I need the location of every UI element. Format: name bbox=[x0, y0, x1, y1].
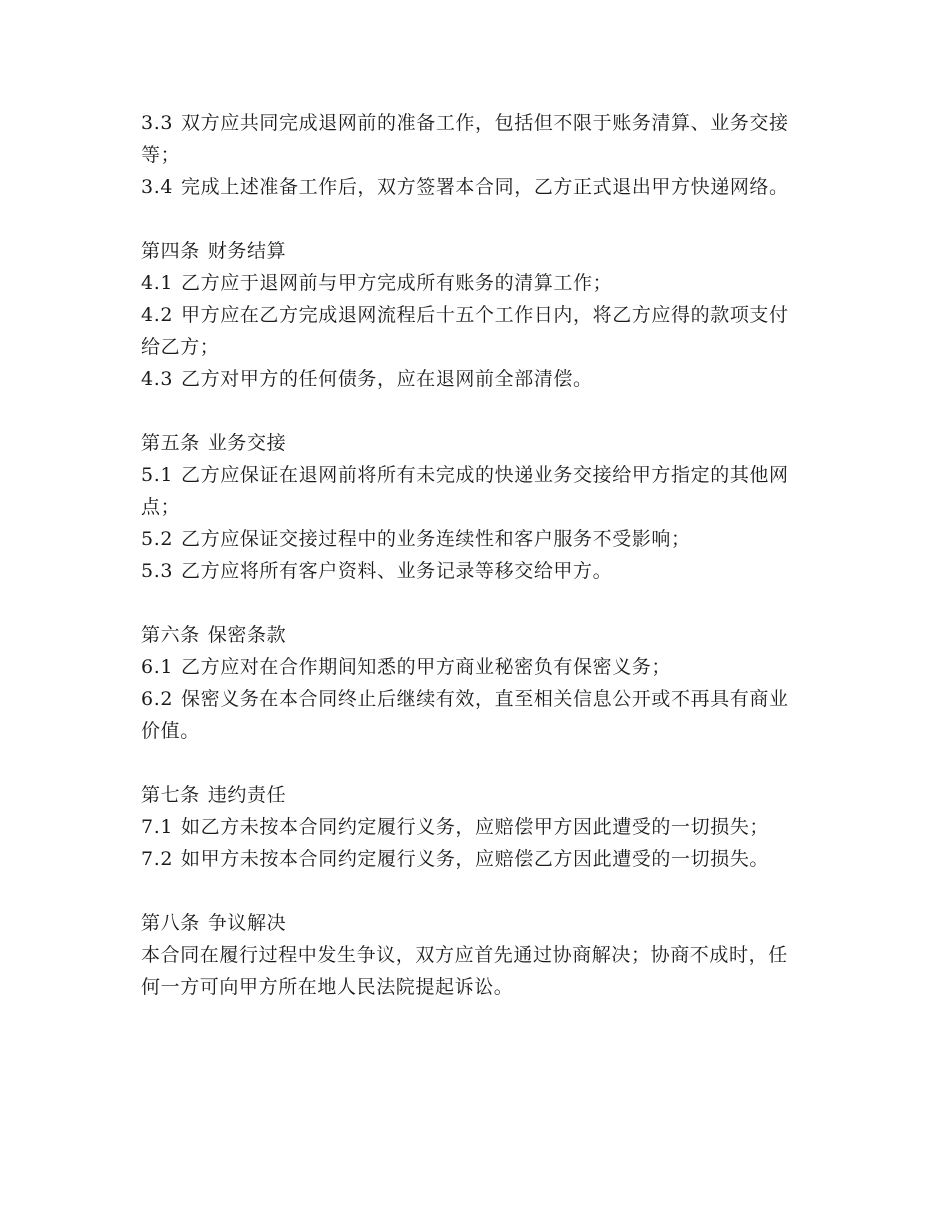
clause-4-1 bbox=[141, 267, 801, 299]
article-number: 第四条 bbox=[141, 240, 200, 262]
clause-number: 3.4 bbox=[141, 176, 174, 198]
article-number: 第五条 bbox=[141, 432, 200, 454]
clause-7-2 bbox=[141, 843, 801, 875]
clause-4-3 bbox=[141, 363, 801, 395]
clause-text: 双方应共同完成退网前的准备工作，包括但不限于账务清算、业务交接等； bbox=[141, 112, 789, 166]
section-article-3-continued bbox=[141, 107, 801, 203]
clause-text: 乙方应于退网前与甲方完成所有账务的清算工作； bbox=[181, 272, 613, 294]
section-article-4 bbox=[141, 235, 801, 395]
article-number: 第七条 bbox=[141, 784, 200, 806]
article-title: 财务结算 bbox=[207, 240, 287, 262]
section-article-7 bbox=[141, 779, 801, 875]
section-article-6 bbox=[141, 619, 801, 747]
clause-number: 5.1 bbox=[141, 464, 174, 486]
clause-3-3 bbox=[141, 107, 801, 171]
article-heading bbox=[141, 427, 801, 459]
article-title: 保密条款 bbox=[207, 624, 287, 646]
clause-text: 如甲方未按本合同约定履行义务，应赔偿乙方因此遭受的一切损失。 bbox=[181, 848, 770, 870]
clause-text: 乙方应保证在退网前将所有未完成的快递业务交接给甲方指定的其他网点； bbox=[141, 464, 789, 518]
article-number: 第八条 bbox=[141, 912, 200, 934]
clause-text: 甲方应在乙方完成退网流程后十五个工作日内，将乙方应得的款项支付给乙方； bbox=[141, 304, 789, 358]
contract-body bbox=[141, 107, 801, 1003]
clause-number: 6.2 bbox=[141, 688, 174, 710]
clause-number: 4.3 bbox=[141, 368, 174, 390]
article-title: 争议解决 bbox=[207, 912, 287, 934]
clause-5-3 bbox=[141, 555, 801, 587]
clause-6-2 bbox=[141, 683, 801, 747]
clause-text: 乙方应将所有客户资料、业务记录等移交给甲方。 bbox=[181, 560, 613, 582]
clause-text: 保密义务在本合同终止后继续有效，直至相关信息公开或不再具有商业价值。 bbox=[141, 688, 789, 742]
clause-6-1 bbox=[141, 651, 801, 683]
article-title: 违约责任 bbox=[207, 784, 287, 806]
clause-number: 6.1 bbox=[141, 656, 174, 678]
clause-3-4 bbox=[141, 171, 801, 203]
clause-number: 4.2 bbox=[141, 304, 174, 326]
clause-text: 完成上述准备工作后，双方签署本合同，乙方正式退出甲方快递网络。 bbox=[181, 176, 789, 198]
clause-number: 5.2 bbox=[141, 528, 174, 550]
section-article-8 bbox=[141, 907, 801, 1003]
article-heading bbox=[141, 235, 801, 267]
section-article-5 bbox=[141, 427, 801, 587]
clause-text: 乙方对甲方的任何债务，应在退网前全部清偿。 bbox=[181, 368, 593, 390]
clause-text: 如乙方未按本合同约定履行义务，应赔偿甲方因此遭受的一切损失； bbox=[181, 816, 770, 838]
article-heading bbox=[141, 779, 801, 811]
clause-number: 7.1 bbox=[141, 816, 174, 838]
clause-text: 乙方应保证交接过程中的业务连续性和客户服务不受影响； bbox=[181, 528, 691, 550]
dispute-resolution-text bbox=[141, 939, 801, 1003]
clause-5-1 bbox=[141, 459, 801, 523]
clause-text: 本合同在履行过程中发生争议，双方应首先通过协商解决；协商不成时，任何一方可向甲方所在地人民法院提起诉讼。 bbox=[141, 944, 788, 998]
clause-number: 3.3 bbox=[141, 112, 174, 134]
article-title: 业务交接 bbox=[207, 432, 287, 454]
clause-number: 7.2 bbox=[141, 848, 174, 870]
article-heading bbox=[141, 619, 801, 651]
clause-7-1 bbox=[141, 811, 801, 843]
clause-4-2 bbox=[141, 299, 801, 363]
article-number: 第六条 bbox=[141, 624, 200, 646]
clause-text: 乙方应对在合作期间知悉的甲方商业秘密负有保密义务； bbox=[181, 656, 672, 678]
article-heading bbox=[141, 907, 801, 939]
clause-number: 5.3 bbox=[141, 560, 174, 582]
clause-5-2 bbox=[141, 523, 801, 555]
clause-number: 4.1 bbox=[141, 272, 174, 294]
